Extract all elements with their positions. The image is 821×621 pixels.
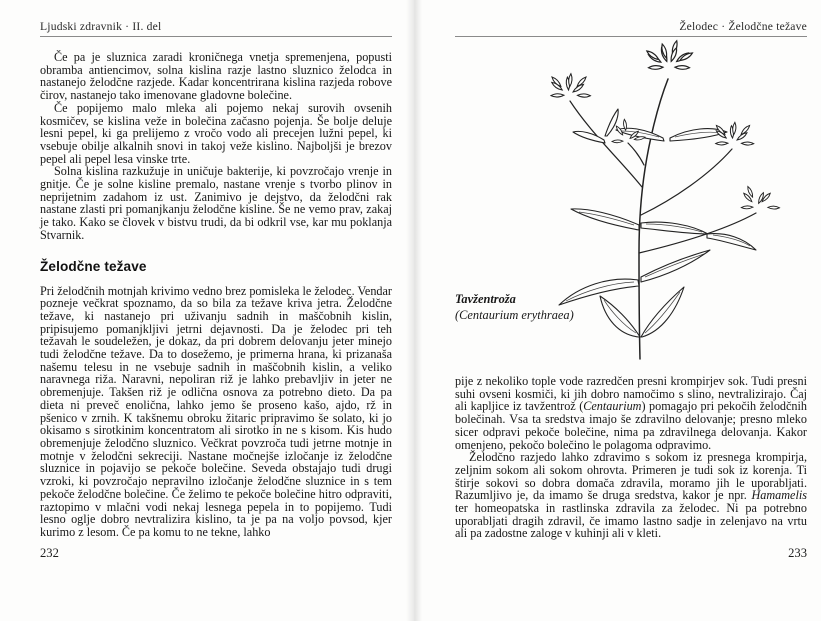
page-left [40,20,392,539]
running-head-right [455,20,807,37]
figure-caption-name: Tavžentroža [455,292,516,306]
paragraph: Pri želodčnih motnjah krivimo vedno brez pomisleka le želodec. Vendar pozneje večkrat spoznamo, da so bila za težave kriva jetra. Želodčne težave, ki nastanejo pri uživanju sadnih in maščobnih kislin, pripisujemo pomanjkljivi jetrni dejavnosti. Da je želodec pri teh težavah le soudeležen, je dokaz, da pri dobrem delovanju jeter minejo tudi želodčne težave. Da to dosežemo, je primerna hrana, ki prizanaša našemu telesu in ne vsebuje sadnih in maščobnih kislin, a veliko naravnega riža. Naravni, nepoliran riž je lahko prebavljiv in jeter ne obremenjuje. Takšen riž je odlična osnova za potrebno dieto. Da pa dieta ni preveč enolična, lahko jemo še proseno kašo, ajdo, rž in pšenico v zrnih. K takšnemu obroku žitaric pripravimo še solato, ki jo okisamo s sirotkinim koncentratom ali sirotko in ne s kisom. Kis hudo obremenjuje želodčno sluznico. Večkrat povzroča tudi jetrne motnje in motnje v želodčni sekreciji. Nastane močnejše izločanje iz želodčne sluznice in pojavijo se pekoče bolečine. Seveda obstajajo tudi drugi vzroki, ki povzročajo nepravilno izločanje želodčne sluznice in s tem pekoče želodčne bolečine. Če želimo te pekoče bolečine hitro odpraviti, raztopimo v mlačni vodi nekaj lesnega pepela in to popijemo. Tudi lesno oglje dobro nevtralizira kislino, ta je pa na voljo povsod, kjer kurimo z lesom. Če pa komu to ne tekne, lahko [40,283,392,539]
running-head-left [40,20,392,37]
paragraph: Solna kislina razkužuje in uničuje bakterije, ki povzročajo vrenje in gnitje. Če je solne kisline premalo, nastane vrenje s tvorbo plinov in neprijetnim zadahom iz ust. Zanimivo je dejstvo, da želodčni rak nastane zlasti pri pomanjkanju želodčne kisline. Še ne vemo prav, zakaj je tako. Kako se človek v bistvu trudi, da bi odkril vse, kar mu poklanja Stvarnik. [40,164,392,242]
running-head-right-label: Želodec · Želodčne težave [679,20,807,33]
page-number-right: 233 [788,546,807,560]
paragraph: Če popijemo malo mleka ali pojemo nekaj surovih ovsenih kosmičev, se kislina veže in bolečina začasno pojenja. Še bolje deluje lesni pepel, ki ga prelijemo z vročo vodo ali precejen lužni pepel, ki vsebuje obilje alkalnih snovi in takoj veže kislino. Najboljši je brezov pepel ali pepel lesa vinske trte. [40,100,392,166]
figure-caption [455,292,625,323]
paragraph: Želodčno razjedo lahko zdravimo s sokom iz presnega krompirja, zeljnim sokom ali sokom ohrovta. Primeren je tudi sok iz korenja. Ti štirje sokovi so dobra domača zdravila, moramo jih le uporabljati. Razumljivo je, da imamo še druga sredstva, kakor je npr. Hamamelis ter homeopatska in rastlinska zdravila za želodec. Ni pa potrebno uporabljati dragih zdravil, če imamo lastno sadje in zelenjavo na vrtu ali pa zadostne zaloge v kuhinji ali v kleti. [455,450,807,541]
left-page-body [40,51,392,539]
page-gutter-shadow [406,0,422,621]
botanical-figure [455,37,807,369]
right-page-body [455,375,807,540]
figure-caption-latin: (Centaurium erythraea) [455,307,574,322]
page-number-left: 232 [40,546,59,560]
paragraph: Če pa je sluznica zaradi kroničnega vnetja spremenjena, popusti obramba antiencimov, solna kislina razje lastno sluznico želodca in nastanejo želodčne razjede. Kadar koncentrirana kislina razjeda robove čirov, nastanejo tako imenovane gladovne bolečine. [40,50,392,103]
running-head-left-label: Ljudski zdravnik · II. del [40,20,162,33]
paragraph: pije z nekoliko tople vode razredčen presni krompirjev sok. Tudi presni suhi ovseni kosmiči, ki jih dobro namočimo s slino, nevtralizirajo. Čaj ali kapljice iz tavžentrož (Centaurium) pomagajo pri pekočih želodčnih bolečinah. Vsa ta sredstva imajo še zdravilno delovanje; presno mleko sicer odpravi pekoče bolečine, nima pa zdravilnega delovanja. Kakor omenjeno, pekočo bolečino le polagoma odpravimo. [455,374,807,452]
section-heading: Želodčne težave [40,258,147,274]
page-right [455,20,807,540]
